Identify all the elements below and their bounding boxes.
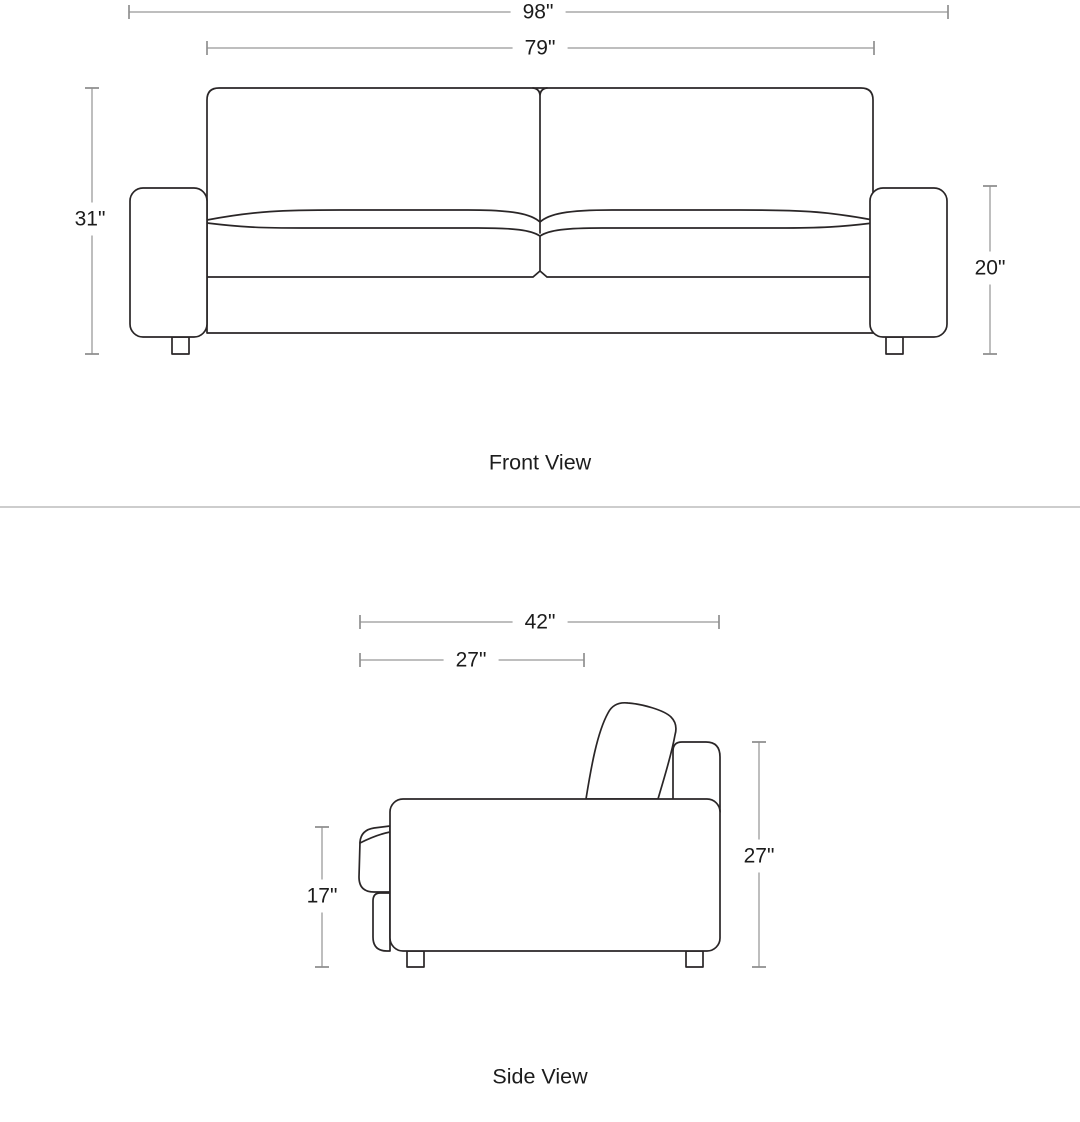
side-seat-depth-dim-label: 27" (444, 647, 499, 674)
side-main-body (390, 799, 720, 951)
side-view-drawing (315, 615, 766, 967)
section-divider (0, 506, 1080, 508)
side-base-front (373, 893, 390, 951)
side-front-leg (407, 951, 424, 967)
front-overall-width-dim-label: 98" (511, 0, 566, 26)
front-arm-height-dim-label: 20" (970, 252, 1011, 285)
side-back-leg (686, 951, 703, 967)
side-overall-depth-dim-label: 42" (513, 609, 568, 636)
side-seat-height-dim-label: 17" (302, 880, 343, 913)
front-left-arm (130, 188, 207, 337)
front-right-leg (886, 337, 903, 354)
side-view-caption: Side View (492, 1064, 588, 1089)
front-overall-height-dim-label: 31" (70, 203, 111, 236)
side-back-cushion (586, 703, 676, 799)
front-left-leg (172, 337, 189, 354)
side-back-height-dim-label: 27" (739, 840, 780, 873)
front-view-caption: Front View (488, 450, 592, 475)
front-right-arm (870, 188, 947, 337)
front-inner-width-dim-label: 79" (513, 35, 568, 62)
